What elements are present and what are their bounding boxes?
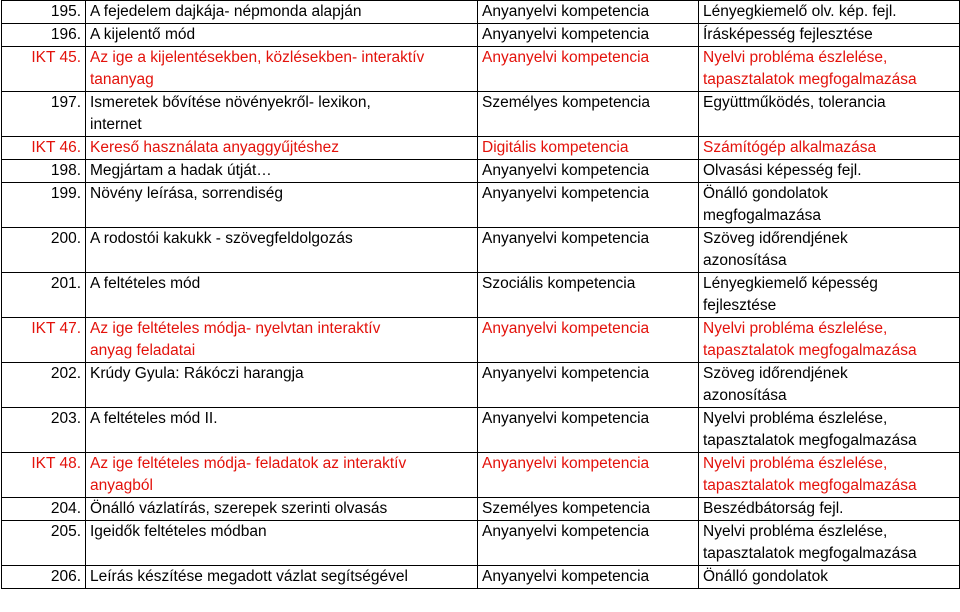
lesson-row: [2, 521, 960, 566]
skill-line: Szöveg időrendjének: [703, 365, 848, 382]
ikt-lesson-row: [2, 47, 960, 92]
skill-development: [699, 47, 960, 92]
lesson-row: [2, 566, 960, 589]
lesson-topic: [86, 24, 478, 47]
skill-development: [699, 453, 960, 498]
ikt-lesson-row: [2, 318, 960, 363]
lesson-topic-line: Kereső használata anyaggyűjtéshez: [90, 139, 340, 156]
lesson-topic: [86, 228, 478, 273]
lesson-topic-line: anyag feladatai: [90, 342, 196, 359]
skill-development: [699, 566, 960, 589]
ikt-lesson-row: [2, 453, 960, 498]
skill-line: Olvasási képesség fejl.: [703, 162, 862, 179]
competence: Szociális kompetencia: [478, 273, 699, 318]
lesson-row: [2, 183, 960, 228]
lesson-number: IKT 45.: [2, 47, 86, 92]
lesson-topic: [86, 1, 478, 24]
lesson-topic: [86, 183, 478, 228]
lesson-number: 199.: [2, 183, 86, 228]
lesson-topic-line: Ismeretek bővítése növényekről- lexikon,: [90, 94, 371, 111]
lesson-number: 205.: [2, 521, 86, 566]
lesson-topic: [86, 160, 478, 183]
lesson-topic: [86, 566, 478, 589]
skill-line: tapasztalatok megfogalmazása: [703, 342, 917, 359]
competence: Anyanyelvi kompetencia: [478, 24, 699, 47]
lesson-topic-line: Növény leírása, sorrendiség: [90, 185, 283, 202]
skill-line: Szöveg időrendjének: [703, 230, 848, 247]
competence: Személyes kompetencia: [478, 92, 699, 137]
lesson-topic: [86, 273, 478, 318]
ikt-lesson-row: [2, 137, 960, 160]
skill-line: Önálló gondolatok: [703, 568, 828, 585]
lesson-topic-line: tananyag: [90, 71, 154, 88]
competence: Anyanyelvi kompetencia: [478, 408, 699, 453]
lesson-topic-line: A fejedelem dajkája- népmonda alapján: [90, 3, 362, 20]
skill-line: Írásképesség fejlesztése: [703, 26, 873, 43]
skill-development: [699, 521, 960, 566]
skill-development: [699, 137, 960, 160]
skill-line: tapasztalatok megfogalmazása: [703, 545, 917, 562]
skill-line: Együttműködés, tolerancia: [703, 94, 886, 111]
lesson-number: 196.: [2, 24, 86, 47]
competence: Személyes kompetencia: [478, 498, 699, 521]
lesson-topic-line: Igeidők feltételes módban: [90, 523, 267, 540]
lesson-row: [2, 1, 960, 24]
lesson-topic: [86, 318, 478, 363]
lesson-topic: [86, 363, 478, 408]
lesson-number: 200.: [2, 228, 86, 273]
skill-development: [699, 160, 960, 183]
lesson-topic-line: A feltételes mód II.: [90, 410, 218, 427]
lesson-row: [2, 228, 960, 273]
lesson-number: IKT 47.: [2, 318, 86, 363]
lesson-topic-line: Leírás készítése megadott vázlat segítségével: [90, 568, 408, 585]
lesson-row: [2, 363, 960, 408]
lesson-topic-line: internet: [90, 116, 142, 133]
skill-line: megfogalmazása: [703, 207, 822, 224]
skill-development: [699, 92, 960, 137]
lesson-topic: [86, 408, 478, 453]
lesson-row: [2, 408, 960, 453]
lesson-topic: [86, 92, 478, 137]
lesson-topic-line: Krúdy Gyula: Rákóczi harangja: [90, 365, 304, 382]
lesson-topic-line: A feltételes mód: [90, 275, 201, 292]
lesson-number: 195.: [2, 1, 86, 24]
lesson-plan-body: [2, 1, 960, 589]
lesson-number: 204.: [2, 498, 86, 521]
competence: Anyanyelvi kompetencia: [478, 363, 699, 408]
lesson-topic-line: Az ige a kijelentésekben, közlésekben- interaktív: [90, 49, 425, 66]
skill-line: azonosítása: [703, 252, 787, 269]
skill-development: [699, 228, 960, 273]
lesson-topic: [86, 47, 478, 92]
lesson-number: 202.: [2, 363, 86, 408]
lesson-plan-table: [1, 0, 960, 589]
competence: Anyanyelvi kompetencia: [478, 566, 699, 589]
lesson-topic: [86, 498, 478, 521]
competence: Anyanyelvi kompetencia: [478, 521, 699, 566]
lesson-topic-line: Az ige feltételes módja- nyelvtan interaktív: [90, 320, 381, 337]
competence: Anyanyelvi kompetencia: [478, 183, 699, 228]
competence: Anyanyelvi kompetencia: [478, 453, 699, 498]
competence: Anyanyelvi kompetencia: [478, 228, 699, 273]
competence: Anyanyelvi kompetencia: [478, 1, 699, 24]
skill-development: [699, 363, 960, 408]
lesson-row: [2, 92, 960, 137]
lesson-topic-line: Megjártam a hadak útját…: [90, 162, 272, 179]
skill-line: Nyelvi probléma észlelése,: [703, 49, 888, 66]
lesson-number: 203.: [2, 408, 86, 453]
lesson-number: IKT 48.: [2, 453, 86, 498]
skill-development: [699, 1, 960, 24]
skill-line: tapasztalatok megfogalmazása: [703, 71, 917, 88]
skill-development: [699, 273, 960, 318]
lesson-number: 201.: [2, 273, 86, 318]
skill-line: Lényegkiemelő képesség: [703, 275, 878, 292]
skill-development: [699, 408, 960, 453]
skill-line: Önálló gondolatok: [703, 185, 828, 202]
skill-line: Nyelvi probléma észlelése,: [703, 523, 888, 540]
skill-development: [699, 183, 960, 228]
lesson-number: IKT 46.: [2, 137, 86, 160]
skill-line: Számítógép alkalmazása: [703, 139, 877, 156]
skill-line: Nyelvi probléma észlelése,: [703, 320, 888, 337]
lesson-row: [2, 498, 960, 521]
lesson-row: [2, 273, 960, 318]
skill-line: Nyelvi probléma észlelése,: [703, 410, 888, 427]
lesson-row: [2, 160, 960, 183]
lesson-topic: [86, 521, 478, 566]
competence: Anyanyelvi kompetencia: [478, 47, 699, 92]
lesson-topic-line: A kijelentő mód: [90, 26, 196, 43]
skill-line: tapasztalatok megfogalmazása: [703, 432, 917, 449]
skill-line: tapasztalatok megfogalmazása: [703, 477, 917, 494]
skill-development: [699, 24, 960, 47]
lesson-number: 197.: [2, 92, 86, 137]
lesson-topic: [86, 453, 478, 498]
lesson-topic: [86, 137, 478, 160]
competence: Digitális kompetencia: [478, 137, 699, 160]
lesson-topic-line: Az ige feltételes módja- feladatok az interaktív: [90, 455, 407, 472]
lesson-topic-line: A rodostói kakukk - szövegfeldolgozás: [90, 230, 353, 247]
lesson-topic-line: anyagból: [90, 477, 153, 494]
lesson-topic-line: Önálló vázlatírás, szerepek szerinti olvasás: [90, 500, 388, 517]
skill-line: azonosítása: [703, 387, 787, 404]
skill-development: [699, 318, 960, 363]
skill-development: [699, 498, 960, 521]
lesson-number: 198.: [2, 160, 86, 183]
skill-line: Nyelvi probléma észlelése,: [703, 455, 888, 472]
lesson-number: 206.: [2, 566, 86, 589]
lesson-row: [2, 24, 960, 47]
skill-line: Beszédbátorság fejl.: [703, 500, 844, 517]
competence: Anyanyelvi kompetencia: [478, 318, 699, 363]
competence: Anyanyelvi kompetencia: [478, 160, 699, 183]
skill-line: Lényegkiemelő olv. kép. fejl.: [703, 3, 897, 20]
skill-line: fejlesztése: [703, 297, 777, 314]
